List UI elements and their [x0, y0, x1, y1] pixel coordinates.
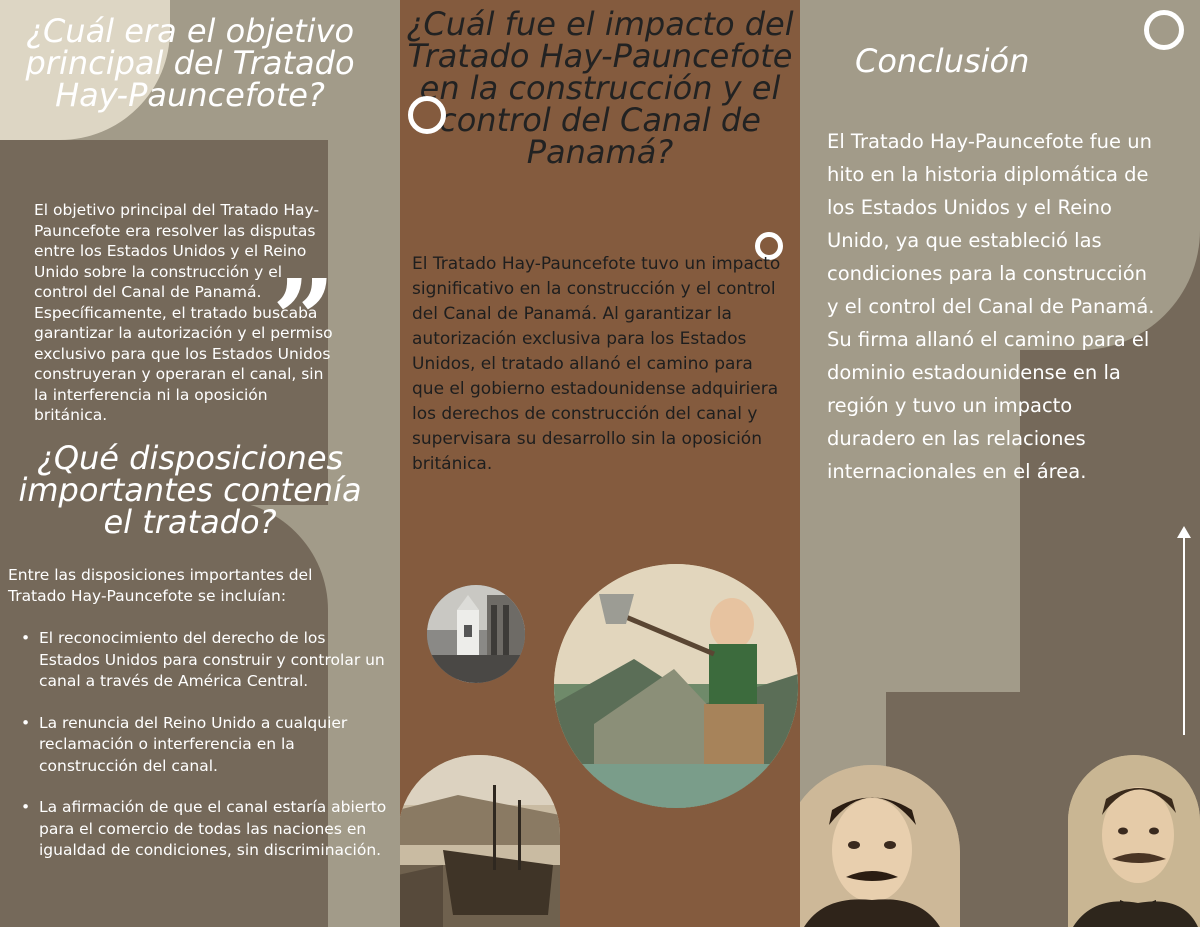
decorative-ring-icon — [1144, 10, 1184, 50]
roosevelt-digging-cartoon — [554, 564, 798, 808]
decorative-ring-icon — [408, 96, 446, 134]
impact-answer-text: El Tratado Hay-Pauncefote tuvo un impacto significativo en la construcción y el control del Canal de Panamá. Al garantizar la autorización exclusiva para los Estados Unidos, el tratado allanó el camino para que el gobierno estadounidense adquiriera los derechos de construcción del canal y supervisara su desarrollo sin la oposición británica. — [412, 254, 781, 474]
middle-panel — [400, 0, 800, 927]
provisions-intro-text: Entre las disposiciones importantes del Tratado Hay-Pauncefote se incluían: — [8, 566, 313, 605]
provisions-list — [18, 628, 388, 882]
objective-answer-text: El objetivo principal del Tratado Hay-Pauncefote era resolver las disputas entre los Estados Unidos y el Reino Unido sobre la construcción y el control del Canal de Panamá. Específicamente, el tratado buscaba garantizar la autorización y el permiso exclusivo para que los Estados Unidos construyeran y operaran el canal, sin la interferencia ni la oposición británica. — [34, 201, 333, 424]
conclusion-text: El Tratado Hay-Pauncefote fue un hito en la historia diplomática de los Estados Unidos y el Reino Unido, ya que estableció las condiciones para la construcción y el control del Canal de Panamá. Su firma allanó el camino para el dominio estadounidense en la región y tuvo un impacto duradero en las relaciones internacionales en el área. — [827, 130, 1155, 483]
list-item: • La renuncia del Reino Unido a cualquier reclamación o interferencia en la construcción del canal. — [18, 713, 388, 778]
question-provisions-heading: ¿Qué disposiciones importantes contenía el tratado? — [18, 439, 362, 541]
question-impact-heading: ¿Cuál fue el impacto del Tratado Hay-Pauncefote en la construcción y el control del Canal de Panamá? — [406, 5, 794, 171]
canal-ships-photo — [400, 755, 560, 927]
question-objective-heading: ¿Cuál era el objetivo principal del Tratado Hay-Pauncefote? — [25, 12, 355, 114]
conclusion-heading: Conclusión — [855, 42, 1030, 80]
quote-mark-icon: ” — [272, 255, 336, 384]
cathedral-photo — [427, 585, 525, 683]
list-item: • La afirmación de que el canal estaría abierto para el comercio de todas las naciones en igualdad de condiciones, sin discriminación. — [18, 797, 388, 862]
left-panel — [0, 0, 400, 927]
list-item: • El reconocimiento del derecho de los Estados Unidos para construir y controlar un canal a través de América Central. — [18, 628, 388, 693]
right-panel — [800, 0, 1200, 927]
portrait-man-bowtie — [1068, 755, 1200, 927]
arrow-line — [1183, 530, 1185, 735]
